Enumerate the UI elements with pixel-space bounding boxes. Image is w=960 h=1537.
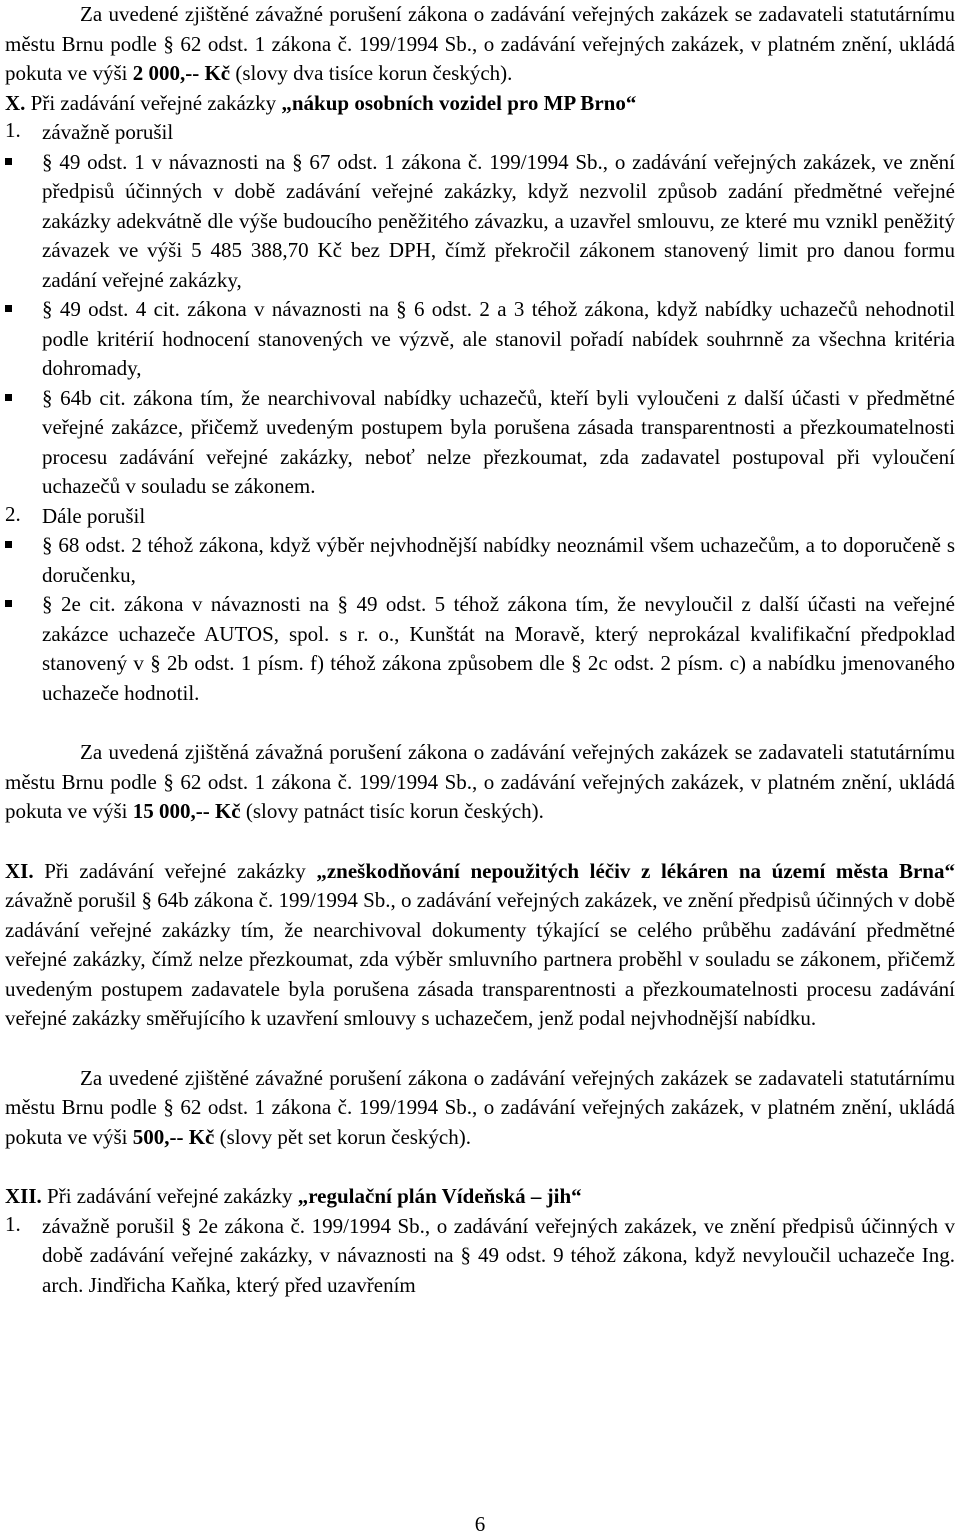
item-number: 1.: [5, 1211, 21, 1236]
section-numeral: XII.: [5, 1184, 42, 1208]
contract-title: „nákup osobních vozidel pro MP Brno“: [281, 90, 637, 115]
item-text: Dále porušil: [42, 503, 146, 528]
numbered-item: [5, 1212, 955, 1301]
section-xii-heading: [5, 1182, 955, 1212]
list-item-text: § 64b cit. zákona tím, že nearchivoval nabídky uchazečů, kteří byli vyloučeni z další účasti v předmětné veřejné zakázce, přičemž uvedeným postupem byla porušena zásada transparentnosti a přezkoumatelnosti procesu zadávání veřejné zakázky, neboť nelze přezkoumat, zda zadavatel postupoval při vyloučení uchazečů v souladu se zákonem.: [42, 385, 955, 498]
numbered-item: [5, 118, 955, 148]
document-page: [5, 0, 955, 1300]
fine-amount: 500,-- Kč: [132, 1124, 215, 1149]
list-item-text: § 49 odst. 4 cit. zákona v návaznosti na § 6 odst. 2 a 3 téhož zákona, když nabídky uchazečů nehodnotil podle kritérií hodnocení stanovených ve výzvě, ale stanovil pořadí nabídek souhrnně za všechna kritéria dohromady,: [42, 297, 955, 380]
item-text: závažně porušil § 2e zákona č. 199/1994 Sb., o zadávání veřejných zakázek, ve znění předpisů účinných v době zadávání veřejné zakázky, v návaznosti na § 49 odst. 9 téhož zákona, když nevyloučil uchazeče Ing. arch. Jindřicha Kaňka, který před uzavřením: [42, 1213, 955, 1297]
list-item: [5, 590, 955, 708]
fine-text-end: (slovy patnáct tisíc korun českých).: [240, 799, 544, 823]
fine-text-end: (slovy dva tisíce korun českých).: [230, 61, 513, 85]
section-lead: Při zadávání veřejné zakázky: [41, 1184, 298, 1208]
fine-amount: 15 000,-- Kč: [132, 799, 241, 823]
section-lead: Při zadávání veřejné zakázky: [25, 90, 282, 115]
list-item: [5, 384, 955, 502]
bullet-square-icon: [5, 541, 12, 548]
fine-text: Za uvedené zjištěné závažné porušení zákona o zadávání veřejných zakázek se zadavateli statutárnímu městu Brnu podle § 62 odst. 1 zákona č. 199/1994 Sb., o zadávání veřejných zakázek, v platném znění, ukládá pokuta ve výši: [5, 2, 955, 85]
bullet-square-icon: [5, 394, 12, 401]
section-x-heading: [5, 89, 955, 119]
fine-amount: 2 000,-- Kč: [132, 61, 231, 85]
item-number: 2.: [5, 501, 21, 526]
contract-title: „regulační plán Vídeňská – jih“: [297, 1184, 582, 1208]
fine-paragraph-1: [5, 0, 955, 89]
contract-title: „zneškodňování nepoužitých léčiv z lékáren na území města Brna“: [316, 858, 955, 883]
section-numeral: XI.: [5, 858, 34, 883]
fine-text: Za uvedená zjištěná závažná porušení zákona o zadávání veřejných zakázek se zadavateli statutárnímu městu Brnu podle § 62 odst. 1 zákona č. 199/1994 Sb., o zadávání veřejných zakázek, v platném znění, ukládá pokuta ve výši: [5, 740, 955, 823]
list-item-text: § 68 odst. 2 téhož zákona, když výběr nejvhodnější nabídky neoznámil všem uchazečům, a to doporučeně s doručenku,: [42, 533, 955, 587]
list-item: [5, 531, 955, 590]
fine-paragraph-3: [5, 1064, 955, 1153]
fine-text-end: (slovy pět set korun českých).: [214, 1124, 471, 1149]
list-item: [5, 295, 955, 384]
item-text: závažně porušil: [42, 120, 174, 144]
list-item-text: § 2e cit. zákona v návaznosti na § 49 odst. 5 téhož zákona tím, že nevyloučil z další účasti na veřejné zakázce uchazeče AUTOS, spol. s r. o., Kunštát na Moravě, který neprokázal kvalifikační předpoklad stanovený v § 2b odst. 1 písm. f) téhož zákona způsobem dle § 2c odst. 2 písm. c) a nabídku jmenovaného uchazeče hodnotil.: [42, 592, 955, 705]
list-item: [5, 148, 955, 296]
item-number: 1.: [5, 118, 21, 142]
section-xi-paragraph: [5, 857, 955, 1034]
section-text: závažně porušil § 64b zákona č. 199/1994 Sb., o zadávání veřejných zakázek, ve znění předpisů účinných v době zadávání veřejné zakázky tím, že nearchivoval dokumenty týkající se celého průběhu zadávání předmětné veřejné zakázky, čímž nelze přezkoumat, zda výběr smluvního partnera proběhl v souladu se zákonem, přičemž uvedeným postupem zadavatele byla porušena zásada transparentnosti a přezkoumatelnosti procesu zadávání veřejné zakázky směřujícího k uzavření smlouvy s uchazečem, jenž podal nejvhodnější nabídku.: [5, 888, 955, 1030]
section-numeral: X.: [5, 90, 26, 115]
page-number: 6: [474, 1512, 486, 1536]
bullet-square-icon: [5, 158, 12, 165]
bullet-square-icon: [5, 305, 12, 312]
fine-text: Za uvedené zjištěné závažné porušení zákona o zadávání veřejných zakázek se zadavateli statutárnímu městu Brnu podle § 62 odst. 1 zákona č. 199/1994 Sb., o zadávání veřejných zakázek, v platném znění, ukládá pokuta ve výši: [5, 1065, 955, 1149]
bullet-square-icon: [5, 600, 12, 607]
numbered-item: [5, 502, 955, 532]
bullet-list: [5, 148, 955, 502]
list-item-text: § 49 odst. 1 v návaznosti na § 67 odst. 1 zákona č. 199/1994 Sb., o zadávání veřejných zakázek, ve znění předpisů účinných v době zadávání veřejné zakázky, když nezvolil způsob zadání předmětné veřejné zakázky adekvátně dle výše budoucího peněžitého závazku, a uzavřel smlouvu, ze které mu vznikl peněžitý závazek ve výši 5 485 388,70 Kč bez DPH, čímž překročil zákonem stanovený limit pro danou formu zadání veřejné zakázky,: [42, 149, 955, 292]
bullet-list: [5, 531, 955, 708]
section-lead: Při zadávání veřejné zakázky: [33, 858, 317, 883]
fine-paragraph-2: [5, 738, 955, 827]
